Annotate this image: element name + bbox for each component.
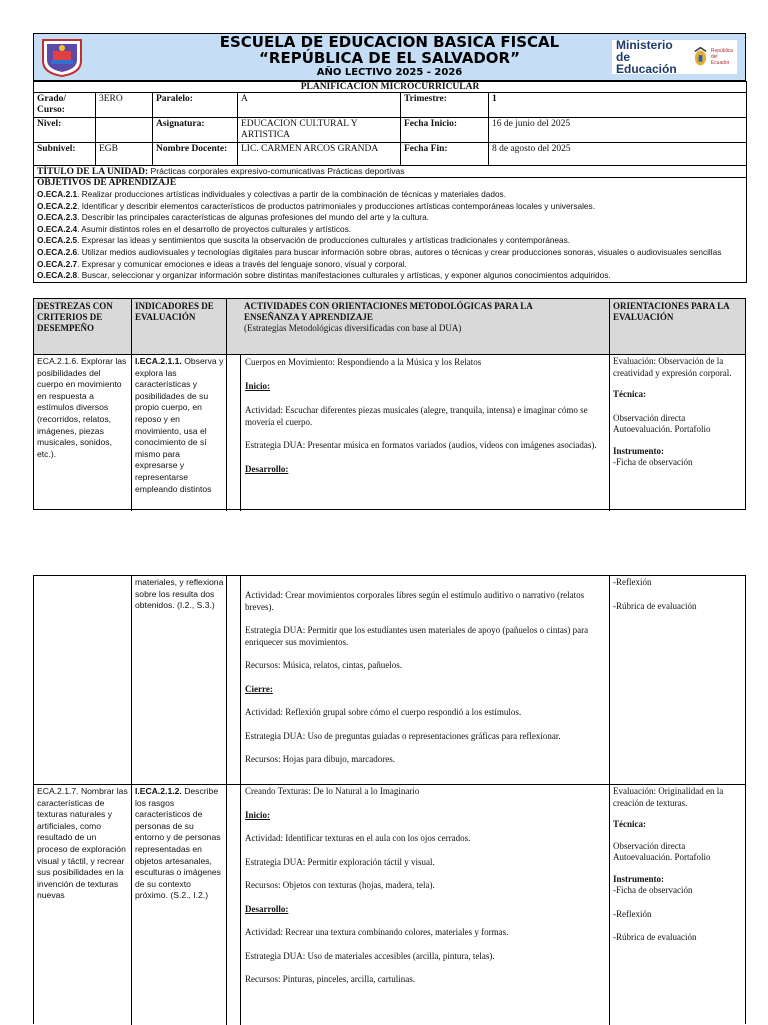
fecha-inicio-value: 16 de junio del 2025	[489, 118, 747, 143]
docente-label: Nombre Docente:	[153, 143, 238, 166]
row2-inicio: Inicio:	[245, 809, 271, 820]
trimestre-value: 1	[489, 93, 747, 118]
school-republic-name: “REPÚBLICA DE EL SALVADOR”	[259, 49, 520, 67]
col-orientaciones: ORIENTACIONES PARA LA EVALUACIÓN	[613, 301, 730, 322]
objective-item	[37, 235, 743, 247]
row1-indicador-cont: materiales, y reflexiona sobre los resulta dos obtenidos. (I.2., S.3.)	[135, 577, 224, 611]
school-year: AÑO LECTIVO 2025 - 2026	[316, 67, 463, 78]
row2-act2: Actividad: Recrear una textura combinando colores, materiales y formas.	[245, 927, 509, 937]
row1-instr1: -Ficha de observación	[613, 457, 693, 467]
objectives-block	[34, 178, 747, 283]
row1-act2: Actividad: Crear movimientos corporales libres según el estímulo auditivo o narrativo (relatos breves).	[245, 590, 585, 612]
row2-instr1: -Ficha de observación	[613, 885, 693, 895]
row1-eval: Evaluación: Observación de la creatividad y expresión corporal.	[613, 356, 732, 378]
objective-text: . Expresar y comunicar emociones e ideas a través del lenguaje sonoro, visual y corporal.	[77, 258, 407, 269]
asignatura-value: EDUCACION CULTURAL Y ARTISTICA	[238, 118, 401, 143]
row2-eval: Evaluación: Originalidad en la creación de texturas.	[613, 786, 724, 808]
col-destrezas: DESTREZAS CON CRITERIOS DE DESEMPEÑO	[37, 301, 113, 333]
row2-dua2: Estrategia DUA: Uso de materiales accesibles (arcilla, pintura, telas).	[245, 950, 495, 961]
subnivel-label: Subnivel:	[34, 143, 96, 166]
row2-tecnica: Observación directa Autoevaluación. Portafolio	[613, 840, 711, 862]
objective-code: O.ECA.2.3	[37, 212, 78, 223]
row2-titulo: Creando Texturas: De lo Natural a lo Imaginario	[245, 786, 420, 796]
row1-indicador-code: I.ECA.2.1.1.	[135, 356, 182, 366]
row1-instr3: -Rúbrica de evaluación	[613, 600, 697, 611]
row1-destreza: ECA.2.1.6. Explorar las posibilidades del cuerpo en movimiento en respuesta a estímulos diversos (recorridos, relatos, imágenes, piezas musicales, sonidos, etc.).	[37, 356, 127, 459]
row1-instrumento-label: Instrumento:	[613, 445, 664, 456]
row1-tecnica-label: Técnica:	[613, 389, 646, 399]
ministry-line1: Ministerio	[616, 38, 673, 52]
row1-indicador-text: Observa y explora las características y posibilidades de su propio cuerpo, en reposo y en movimiento, usa el conocimiento de sí mismo para expresarse y representarse empleando distintos	[135, 356, 224, 494]
grado-label: Grado/ Curso:	[34, 93, 96, 118]
objective-item	[37, 259, 743, 271]
objective-code: O.ECA.2.7	[37, 258, 78, 269]
row1-act3: Actividad: Reflexión grupal sobre cómo el cuerpo respondió a los estímulos.	[245, 707, 522, 717]
objective-text: . Realizar producciones artísticas individuales y colectivas a partir de la combinación de técnicas y materiales dados.	[77, 189, 507, 199]
row2-orientaciones	[613, 786, 745, 944]
planning-table-page2	[33, 575, 746, 1024]
ministry-line2: de Educación	[616, 50, 677, 76]
ministry-logo	[612, 40, 737, 74]
row2-dua1: Estrategia DUA: Permitir exploración táctil y visual.	[245, 856, 435, 867]
info-table	[33, 81, 747, 283]
row2-indicador	[135, 786, 224, 902]
row1-indicador	[135, 356, 224, 495]
row1-orientaciones-cont	[613, 577, 743, 612]
row1-inicio: Inicio:	[245, 380, 271, 391]
school-name: ESCUELA DE EDUCACION BASICA FISCAL	[219, 33, 560, 51]
row2-instrumento-label: Instrumento:	[613, 873, 664, 884]
row2-act1: Actividad: Identificar texturas en el aula con los ojos cerrados.	[245, 833, 471, 843]
fecha-fin-label: Fecha Fin:	[401, 143, 489, 166]
objective-text: . Describir las principales características de algunas profesiones del mundo del arte y la cultura.	[77, 212, 429, 223]
objective-code: O.ECA.2.8	[37, 270, 78, 281]
ecuador-coat-of-arms-icon	[693, 46, 708, 68]
objective-text: . Utilizar medios audiovisuales y tecnologías digitales para buscar información sobre obras, autores o técnicas y crear producciones sonoras, visuales o audiovisuales sencillas	[77, 246, 722, 257]
row1-rec2: Recursos: Música, relatos, cintas, pañuelos.	[245, 660, 402, 670]
fecha-fin-value: 8 de agosto del 2025	[489, 143, 747, 166]
col-indicadores: INDICADORES DE EVALUACIÓN	[135, 301, 214, 322]
objective-item	[37, 201, 743, 213]
nivel-label: Nivel:	[34, 118, 96, 143]
objective-item	[37, 224, 743, 236]
row1-orientaciones	[613, 356, 745, 469]
trimestre-label: Trimestre:	[401, 93, 489, 118]
grado-value: 3ERO	[96, 93, 153, 118]
objective-text: . Buscar, seleccionar y organizar información sobre distintas manifestaciones culturales y artísticas, y exponer algunos conocimientos adquiridos.	[77, 270, 611, 281]
republic-label: República del Ecuador	[710, 48, 734, 66]
objective-item	[37, 189, 743, 201]
col-actividades-wrap	[244, 301, 604, 334]
row1-dua1: Estrategia DUA: Presentar música en formatos variados (audios, videos con imágenes asociadas).	[245, 440, 597, 450]
planning-table-page1	[33, 298, 746, 510]
row1-act1: Actividad: Escuchar diferentes piezas musicales (alegre, tranquila, intensa) e imaginar cómo se movería el cuerpo.	[245, 405, 588, 427]
row2-rec2: Recursos: Pinturas, pinceles, arcilla, cartulinas.	[245, 974, 415, 984]
docente-value: LIC. CARMEN ARCOS GRANDA	[238, 143, 401, 166]
nivel-value	[96, 118, 153, 143]
row1-actividades-p2	[245, 590, 605, 766]
objective-text: . Expresar las ideas y sentimientos que suscita la observación de producciones culturales y artísticas tradicionales y contemporáneas.	[77, 235, 571, 246]
unit-value: Prácticas corporales expresivo-comunicativas Prácticas deportivas	[150, 166, 405, 176]
objective-item	[37, 212, 743, 224]
unit-label: TÍTULO DE LA UNIDAD:	[37, 167, 149, 177]
unit-title-row	[34, 166, 747, 178]
row1-rec3: Recursos: Hojas para dibujo, marcadores.	[245, 754, 395, 764]
row2-indicador-text: Describe los rasgos característicos de personas de su entorno y de personas representadas en objetos artesanales, esculturas o imágenes de su contexto próximo. (S.2., I.2.)	[135, 786, 221, 901]
objective-code: O.ECA.2.6	[37, 246, 78, 257]
header-banner	[33, 33, 746, 81]
row2-tecnica-label: Técnica:	[613, 819, 646, 829]
objective-code: O.ECA.2.4	[37, 223, 78, 234]
plan-title: PLANIFICACIÓN MICROCURRICULAR	[34, 82, 747, 93]
objectives-title: OBJETIVOS DE APRENDIZAJE	[37, 178, 177, 188]
row2-indicador-code: I.ECA.2.1.2.	[135, 786, 182, 796]
objective-code: O.ECA.2.1	[37, 189, 78, 199]
objective-item	[37, 247, 743, 259]
col-actividades: ACTIVIDADES CON ORIENTACIONES METODOLÓGICAS PARA LA ENSEÑANZA Y APRENDIZAJE	[244, 301, 533, 322]
row2-desarrollo: Desarrollo:	[245, 903, 289, 914]
row2-instr3: -Rúbrica de evaluación	[613, 932, 697, 942]
paralelo-label: Paralelo:	[153, 93, 238, 118]
row1-actividades-p1	[245, 357, 605, 475]
row1-tecnica: Observación directa Autoevaluación. Portafolio	[613, 412, 711, 434]
row1-dua3: Estrategia DUA: Uso de preguntas guiadas o representaciones gráficas para reflexionar.	[245, 730, 561, 741]
row2-rec1: Recursos: Objetos con texturas (hojas, madera, tela).	[245, 880, 435, 890]
row2-instr2: -Reflexión	[613, 908, 652, 919]
objective-text: . Identificar y describir elementos característicos de productos patrimoniales y producciones artísticas contemporáneas locales y universales.	[77, 200, 595, 211]
row2-destreza: ECA.2.1.7. Nombrar las características de texturas naturales y artificiales, como resultado de un proceso de exploración visual y táctil, y recrear sus posibilidades en la invención de texturas nuevas	[37, 786, 128, 901]
fecha-inicio-label: Fecha Inicio:	[401, 118, 489, 143]
subnivel-value: EGB	[96, 143, 153, 166]
objective-code: O.ECA.2.2	[37, 200, 78, 211]
paralelo-value: A	[238, 93, 401, 118]
row1-titulo: Cuerpos en Movimiento: Respondiendo a la Música y los Relatos	[245, 357, 482, 367]
objective-item	[37, 270, 743, 282]
objective-text: . Asumir distintos roles en el desarrollo de proyectos culturales y artísticos.	[77, 223, 352, 234]
row1-instr2: -Reflexión	[613, 577, 652, 587]
row1-cierre: Cierre:	[245, 683, 273, 694]
col-actividades-sub: (Estrategias Metodológicas diversificadas con base al DUA)	[244, 323, 462, 333]
objective-code: O.ECA.2.5	[37, 235, 78, 246]
row1-dua2: Estrategia DUA: Permitir que los estudiantes usen materiales de apoyo (pañuelos o cintas) para enriquecer sus movimientos.	[245, 625, 589, 647]
row1-desarrollo: Desarrollo:	[245, 463, 289, 474]
row2-actividades	[245, 786, 605, 986]
asignatura-label: Asignatura:	[153, 118, 238, 143]
objectives-list	[37, 189, 743, 282]
